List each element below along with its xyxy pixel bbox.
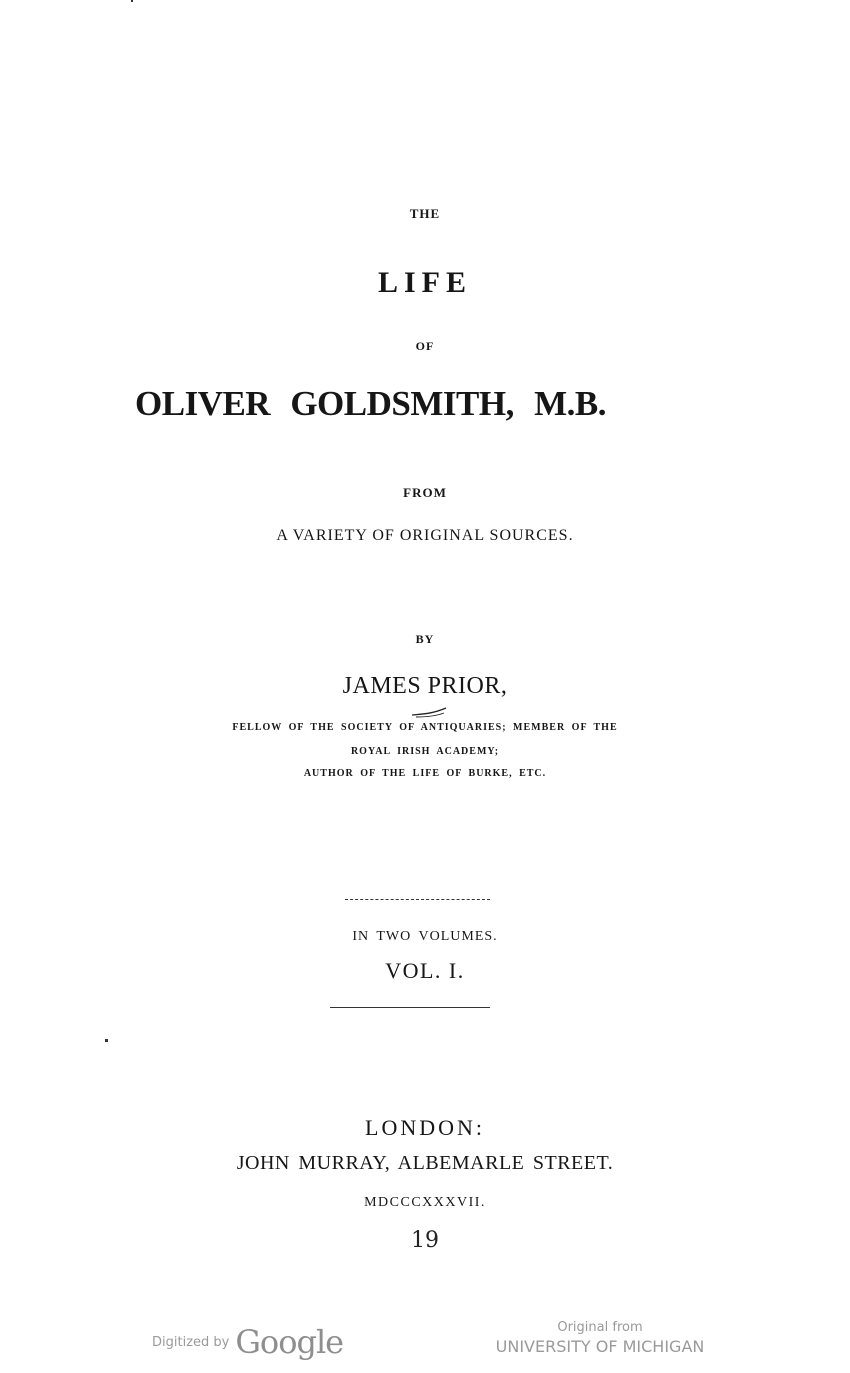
scan-speck	[131, 0, 133, 2]
author-name: JAMES PRIOR,	[342, 673, 508, 699]
affiliation-line-3: AUTHOR OF THE LIFE OF BURKE, ETC.	[303, 768, 547, 779]
original-from-label: Original from	[557, 1320, 643, 1335]
scan-speck	[105, 1039, 108, 1042]
affiliation-line-1: FELLOW OF THE SOCIETY OF ANTIQUARIES; MEMBER OF THE	[232, 722, 618, 733]
university-label: UNIVERSITY OF MICHIGAN	[495, 1337, 705, 1356]
volumes-line: IN TWO VOLUMES.	[352, 929, 498, 944]
flourish-icon	[410, 706, 450, 720]
by-label: BY	[415, 632, 435, 646]
digitized-label: Digitized by	[152, 1334, 230, 1350]
title-the: THE	[409, 206, 441, 221]
source-watermark	[490, 1320, 710, 1356]
divider-top	[345, 899, 490, 900]
sources-line: A VARIETY OF ORIGINAL SOURCES.	[276, 527, 574, 544]
imprint-city: LONDON:	[365, 1115, 485, 1140]
divider-bottom	[330, 1007, 490, 1008]
title-of: OF	[415, 339, 435, 353]
volume-number: VOL. I.	[385, 958, 465, 983]
handwritten-note: 19	[411, 1228, 439, 1253]
title-life: LIFE	[377, 266, 473, 299]
affiliation-line-2: ROYAL IRISH ACADEMY;	[350, 746, 500, 757]
digitized-watermark	[152, 1318, 343, 1366]
imprint-publisher: JOHN MURRAY, ALBEMARLE STREET.	[236, 1152, 614, 1174]
subject-name: OLIVER GOLDSMITH, M.B.	[135, 384, 606, 423]
from-label: FROM	[403, 485, 447, 500]
imprint-year: MDCCCXXXVII.	[364, 1195, 486, 1210]
google-logo: Google	[235, 1323, 344, 1361]
